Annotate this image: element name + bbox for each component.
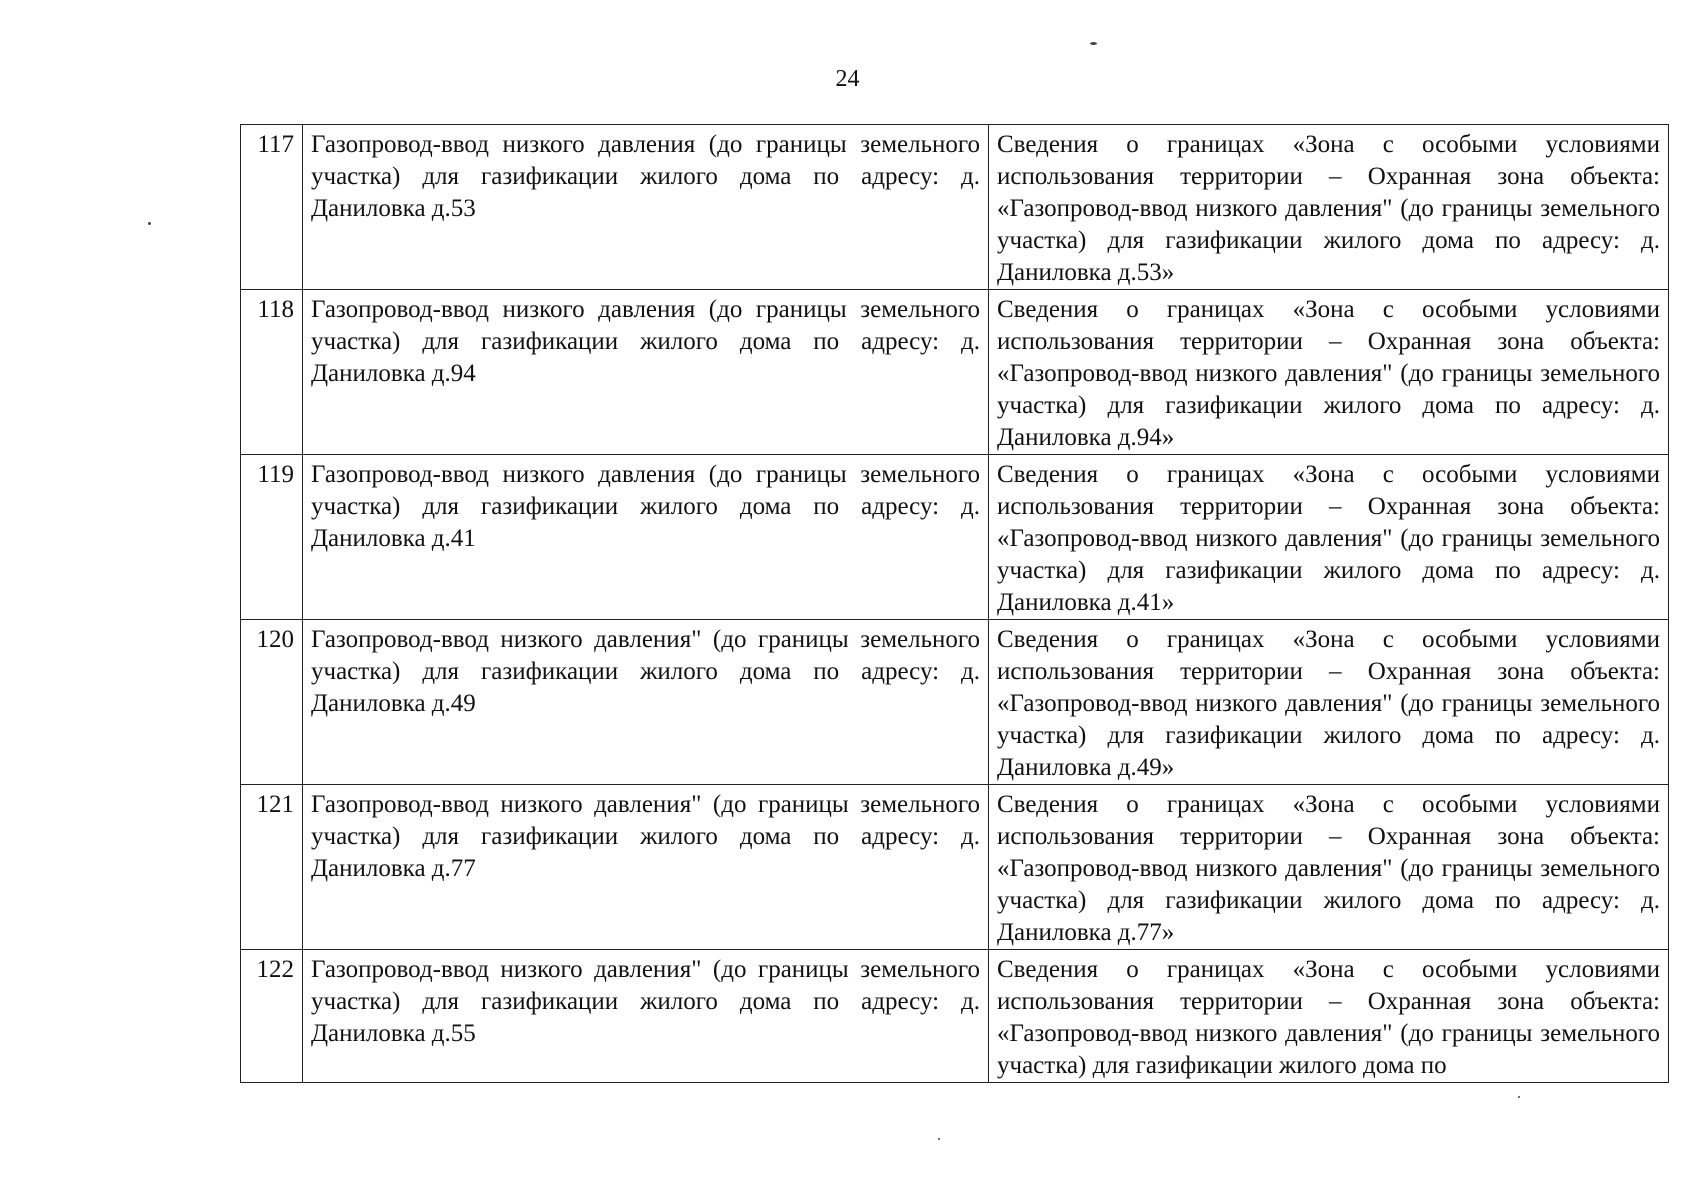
object-description [303,290,989,455]
zone-info [989,125,1669,290]
row-number: 120 [241,620,303,785]
zone-info-text: Сведения о границах «Зона с особыми условиями использования территории – Охранная зона объекта: «Газопровод-ввод низкого давления" (до границы земельного участка) для газификации жилого дома по [997,956,1660,1079]
table-row [241,785,1669,950]
zone-info-text: Сведения о границах «Зона с особыми условиями использования территории – Охранная зона объекта: «Газопровод-ввод низкого давления" (до границы земельного участка) для газификации жилого дома по адресу: д. Даниловка д.94» [997,296,1660,451]
object-description-text: Газопровод-ввод низкого давления (до границы земельного участка) для газификации жилого дома по адресу: д. Даниловка д.41 [311,461,980,552]
row-number: 117 [241,125,303,290]
object-description [303,620,989,785]
scan-speck [938,1138,940,1140]
table-row [241,290,1669,455]
object-description [303,455,989,620]
object-description-text: Газопровод-ввод низкого давления" (до границы земельного участка) для газификации жилого дома по адресу: д. Даниловка д.77 [311,791,980,882]
zone-info [989,785,1669,950]
table-row [241,620,1669,785]
object-description [303,125,989,290]
zone-info-text: Сведения о границах «Зона с особыми условиями использования территории – Охранная зона объекта: «Газопровод-ввод низкого давления" (до границы земельного участка) для газификации жилого дома по адресу: д. Даниловка д.41» [997,461,1660,616]
table-row [241,950,1669,1083]
object-description [303,950,989,1083]
row-number: 121 [241,785,303,950]
object-description [303,785,989,950]
zone-info [989,290,1669,455]
zone-info-text: Сведения о границах «Зона с особыми условиями использования территории – Охранная зона объекта: «Газопровод-ввод низкого давления" (до границы земельного участка) для газификации жилого дома по адресу: д. Даниловка д.53» [997,131,1660,286]
row-number: 118 [241,290,303,455]
table-row [241,455,1669,620]
object-description-text: Газопровод-ввод низкого давления (до границы земельного участка) для газификации жилого дома по адресу: д. Даниловка д.94 [311,296,980,387]
table-row [241,125,1669,290]
scan-speck [1518,1096,1520,1098]
zone-info [989,620,1669,785]
register-table [240,124,1669,1083]
scan-speck [1090,42,1097,45]
row-number: 122 [241,950,303,1083]
scan-speck [148,222,151,225]
zone-info-text: Сведения о границах «Зона с особыми условиями использования территории – Охранная зона объекта: «Газопровод-ввод низкого давления" (до границы земельного участка) для газификации жилого дома по адресу: д. Даниловка д.77» [997,791,1660,946]
zone-info-text: Сведения о границах «Зона с особыми условиями использования территории – Охранная зона объекта: «Газопровод-ввод низкого давления" (до границы земельного участка) для газификации жилого дома по адресу: д. Даниловка д.49» [997,626,1660,781]
row-number: 119 [241,455,303,620]
object-description-text: Газопровод-ввод низкого давления" (до границы земельного участка) для газификации жилого дома по адресу: д. Даниловка д.49 [311,626,980,717]
page-number: 24 [835,66,860,92]
zone-info [989,950,1669,1083]
object-description-text: Газопровод-ввод низкого давления (до границы земельного участка) для газификации жилого дома по адресу: д. Даниловка д.53 [311,131,980,222]
object-description-text: Газопровод-ввод низкого давления" (до границы земельного участка) для газификации жилого дома по адресу: д. Даниловка д.55 [311,956,980,1047]
zone-info [989,455,1669,620]
